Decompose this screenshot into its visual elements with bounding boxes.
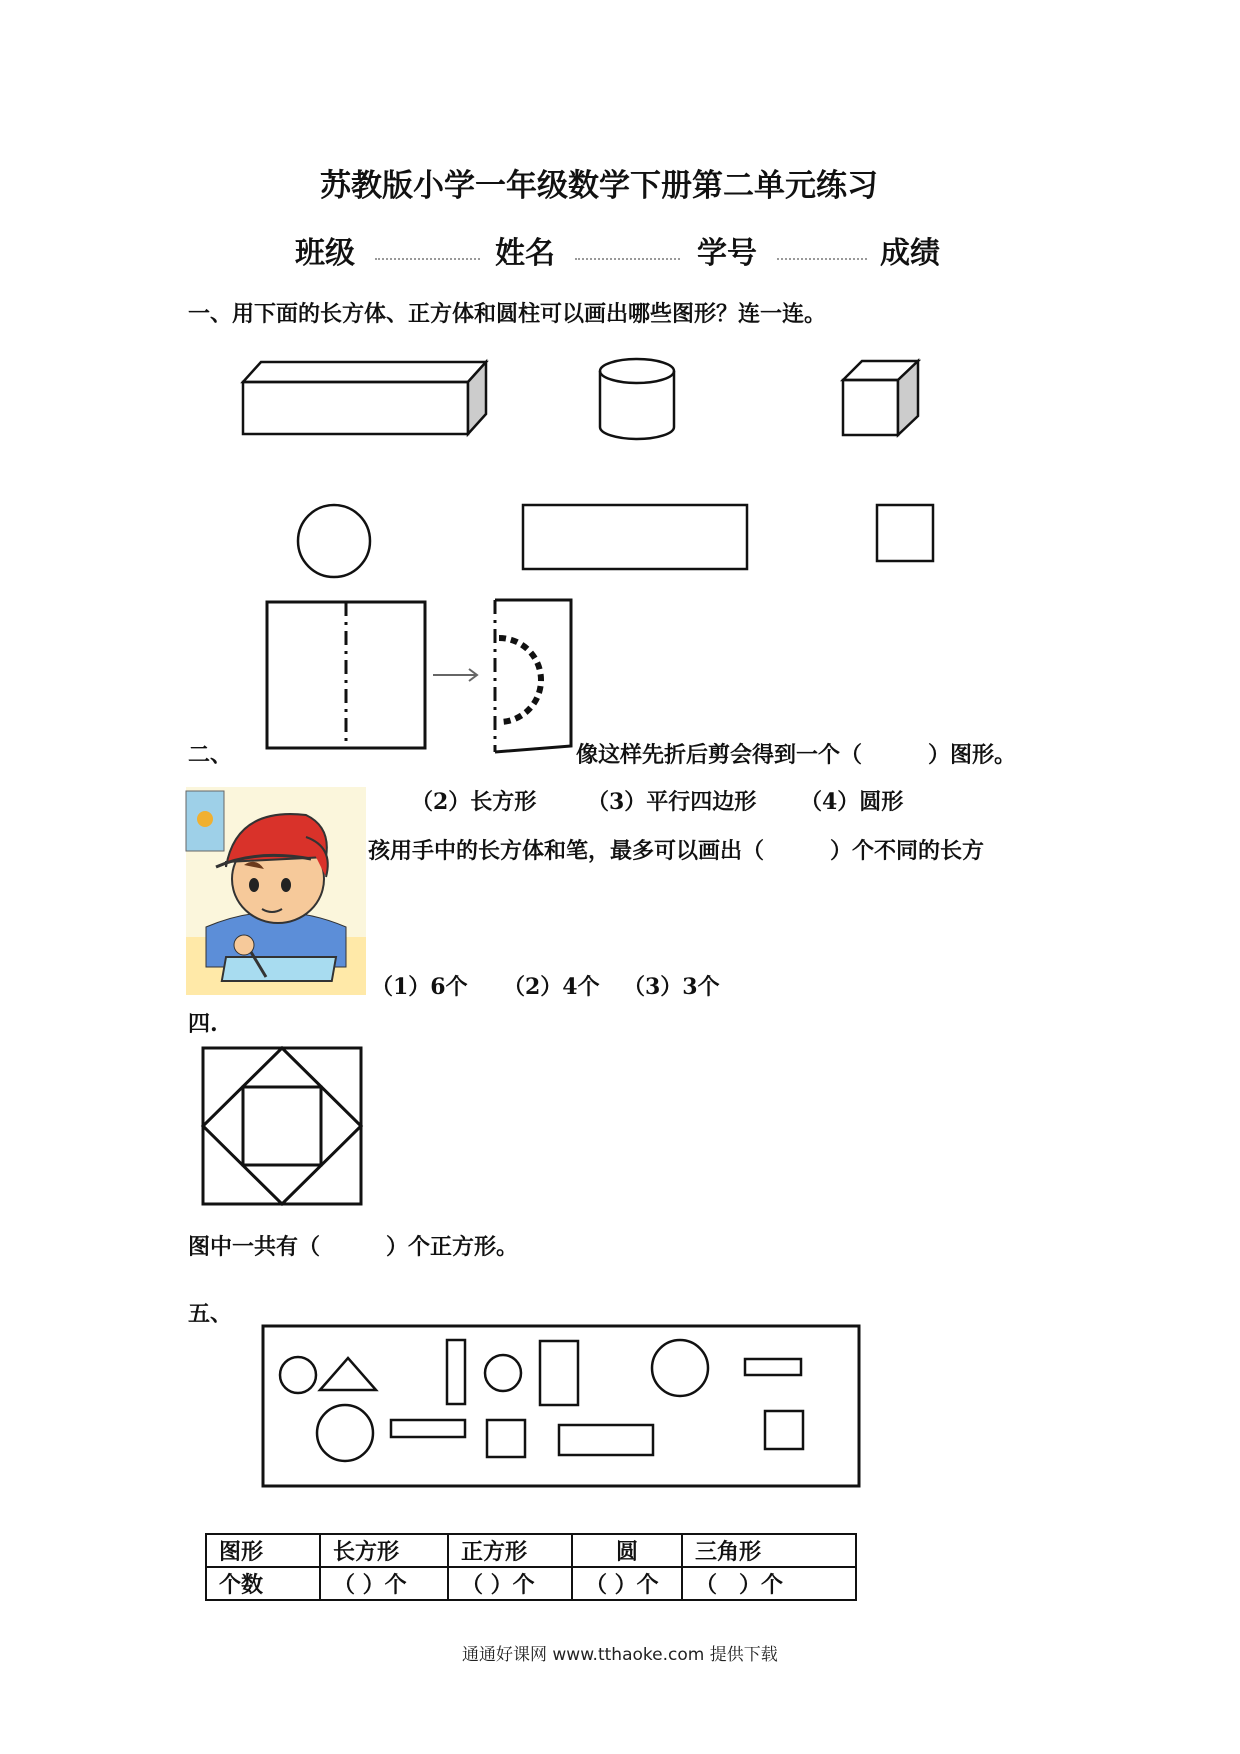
question-4-text: 图中一共有（ ）个正方形。 <box>188 1234 519 1260</box>
circle-shape[interactable] <box>296 503 376 583</box>
q3-option-2[interactable]: （2）4个 <box>503 974 600 1000</box>
table-header-cell: 三角形 <box>682 1534 856 1567</box>
q2-option-4[interactable]: （4）圆形 <box>800 789 904 815</box>
footer-text: 通通好课网 www.tthaoke.com 提供下载 <box>462 1645 778 1665</box>
rectangle-shape[interactable] <box>521 503 751 573</box>
table-header-row <box>206 1534 856 1567</box>
table-header-cell: 图形 <box>206 1534 320 1567</box>
page-title: 苏教版小学一年级数学下册第二单元练习 <box>320 168 878 204</box>
class-blank[interactable] <box>375 258 480 260</box>
score-label: 成绩 <box>880 236 940 271</box>
table-header-cell: 长方形 <box>320 1534 448 1567</box>
table-header-cell: 正方形 <box>448 1534 572 1567</box>
student-number-blank[interactable] <box>777 258 867 260</box>
q3-option-1[interactable]: （1）6个 <box>371 974 468 1000</box>
count-answer-cell[interactable]: （ ）个 <box>448 1567 572 1600</box>
count-answer-cell[interactable]: （ ）个 <box>320 1567 448 1600</box>
cuboid-long[interactable] <box>240 358 490 438</box>
question-5-number: 五、 <box>188 1301 233 1327</box>
class-label: 班级 <box>295 236 355 271</box>
name-blank[interactable] <box>575 258 680 260</box>
boy-drawing-illustration <box>186 787 366 995</box>
square-shape[interactable] <box>875 503 937 565</box>
count-answer-cell[interactable]: （ ）个 <box>682 1567 856 1600</box>
student-number-label: 学号 <box>697 236 757 271</box>
question-1-text: 一、用下面的长方体、正方体和圆柱可以画出哪些图形？连一连。 <box>188 301 827 327</box>
nested-squares-figure <box>201 1046 365 1210</box>
q2-option-2[interactable]: （2）长方形 <box>411 789 537 815</box>
q3-option-3[interactable]: （3）3个 <box>623 974 720 1000</box>
question-2-text: 像这样先折后剪会得到一个（ ）图形。 <box>576 742 1017 768</box>
table-cell: 个数 <box>206 1567 320 1600</box>
table-row <box>206 1567 856 1600</box>
cylinder[interactable] <box>596 355 678 445</box>
q2-option-3[interactable]: （3）平行四边形 <box>587 789 757 815</box>
question-4-number: 四. <box>188 1011 218 1037</box>
count-answer-cell[interactable]: （ ）个 <box>572 1567 682 1600</box>
question-3-text: 孩用手中的长方体和笔，最多可以画出（ ）个不同的长方 <box>368 838 985 864</box>
name-label: 姓名 <box>495 236 555 271</box>
fold-cut-diagram <box>265 598 575 754</box>
question-2-number: 二、 <box>188 742 233 768</box>
shape-count-table <box>205 1533 857 1601</box>
table-header-cell: 圆 <box>572 1534 682 1567</box>
cube[interactable] <box>840 358 924 440</box>
shapes-counting-panel <box>261 1324 863 1490</box>
